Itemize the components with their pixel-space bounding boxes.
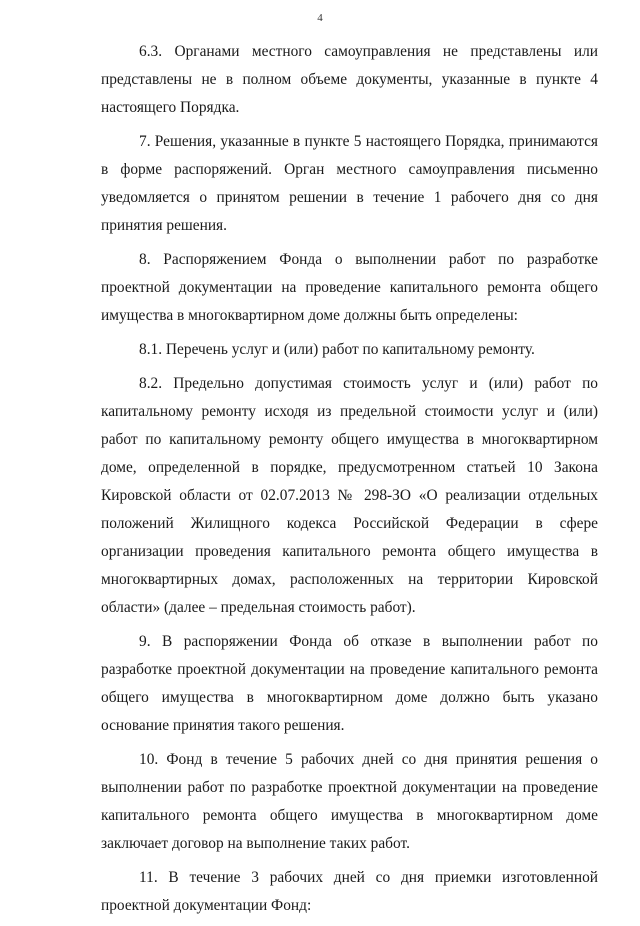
paragraph-8-1: 8.1. Перечень услуг и (или) работ по капитальному ремонту. (139, 341, 535, 358)
document-body (101, 38, 598, 926)
paragraph-9: 9. В распоряжении Фонда об отказе в выполнении работ по разработке проектной документации на проведение капитального ремонта общего имущества в многоквартирном доме должно быть указано основание принятия такого решения. (101, 633, 598, 734)
paragraph-11: 11. В течение 3 рабочих дней со дня приемки изготовленной проектной документации Фонд: (101, 869, 598, 914)
paragraph-6-3: 6.3. Органами местного самоуправления не представлены или представлены не в полном объеме документы, указанные в пункте 4 настоящего Порядка. (101, 43, 598, 116)
paragraph-8-2: 8.2. Предельно допустимая стоимость услуг и (или) работ по капитальному ремонту исходя из предельной стоимости услуг и (или) работ по капитальному ремонту общего имущества в многоквартирном доме, определенной в порядке, предусмотренном статьей 10 Закона Кировской области от 02.07.2013 № 298-ЗО «О реализации отдельных положений Жилищного кодекса Российской Федерации в сфере организации проведения капитального ремонта общего имущества в многоквартирных домах, расположенных на территории Кировской области» (далее – предельная стоимость работ). (101, 375, 598, 616)
paragraph-7: 7. Решения, указанные в пункте 5 настоящего Порядка, принимаются в форме распоряжений. Орган местного самоуправления письменно уведомляется о принятом решении в течение 1 рабочего дня со дня принятия решения. (101, 133, 598, 234)
page-number: 4 (317, 12, 323, 24)
paragraph-8: 8. Распоряжением Фонда о выполнении работ по разработке проектной документации на проведение капитального ремонта общего имущества в многоквартирном доме должны быть определены: (101, 251, 598, 324)
paragraph-10: 10. Фонд в течение 5 рабочих дней со дня принятия решения о выполнении работ по разработке проектной документации на проведение капитального ремонта общего имущества в многоквартирном доме заключает договор на выполнение таких работ. (101, 751, 598, 852)
